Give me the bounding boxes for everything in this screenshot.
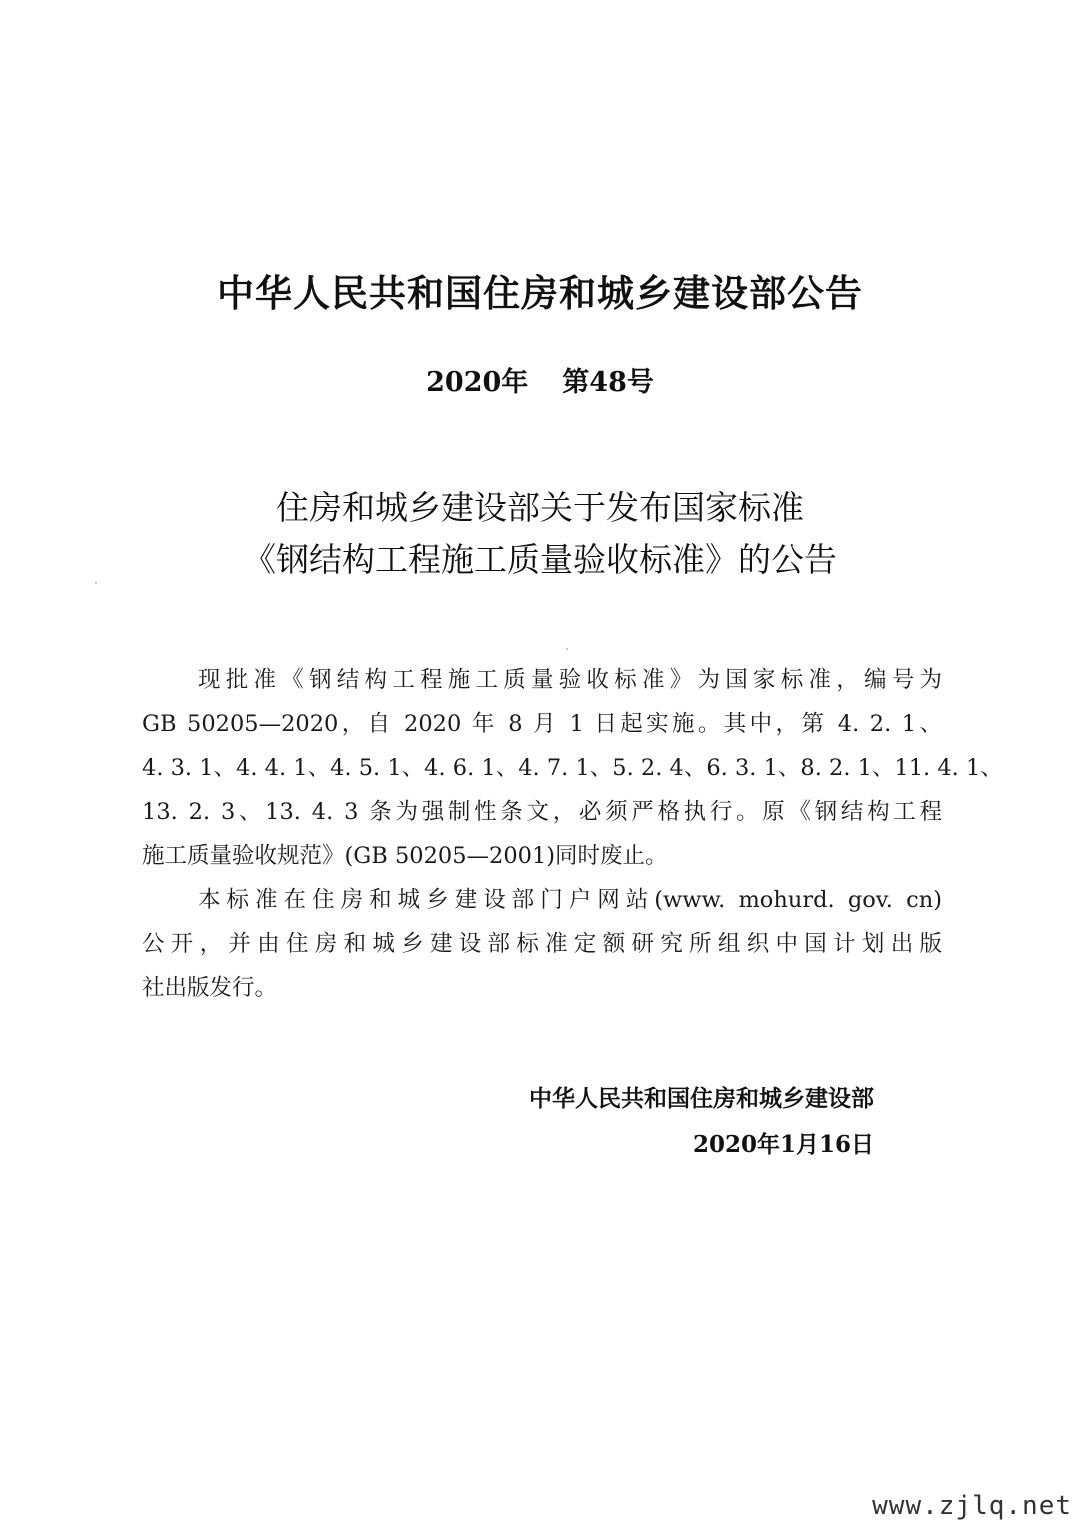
document-issue-number: 第48号	[562, 367, 654, 398]
document-year: 2020年	[426, 367, 529, 398]
body-line: 4. 3. 1、4. 4. 1、4. 5. 1、4. 6. 1、4. 7. 1、5. 2. 4、6. 3. 1、8. 2. 1、11. 4. 1、	[142, 755, 1003, 781]
body-line: 现批准《钢结构工程施工质量验收标准》为国家标准，编号为	[198, 667, 942, 693]
scan-speck	[566, 648, 568, 650]
announcement-title: 中华人民共和国住房和城乡建设部公告	[217, 272, 863, 315]
body-line: 施工质量验收规范》(GB 50205—2001)同时废止。	[142, 843, 668, 869]
issue-date: 2020年1月16日	[692, 1131, 874, 1158]
issuing-organization: 中华人民共和国住房和城乡建设部	[529, 1086, 874, 1112]
body-line: 公开，并由住房和城乡建设部标准定额研究所组织中国计划出版	[142, 931, 942, 957]
body-line: 社出版发行。	[142, 975, 278, 1001]
subtitle-line-1: 住房和城乡建设部关于发布国家标准	[276, 488, 804, 527]
subtitle-line-2: 《钢结构工程施工质量验收标准》的公告	[243, 540, 837, 579]
site-watermark: www.zjlq.net	[872, 1491, 1072, 1521]
body-line: GB 50205—2020，自 2020 年 8 月 1 日起实施。其中，第 4. 2. 1、	[142, 711, 942, 737]
body-line: 13. 2. 3、13. 4. 3 条为强制性条文，必须严格执行。原《钢结构工程	[142, 799, 942, 825]
scan-speck	[95, 582, 97, 584]
announcement-body	[142, 658, 1003, 1010]
body-line: 本标准在住房和城乡建设部门户网站(www. mohurd. gov. cn)	[198, 887, 942, 913]
document-number	[0, 363, 1080, 403]
